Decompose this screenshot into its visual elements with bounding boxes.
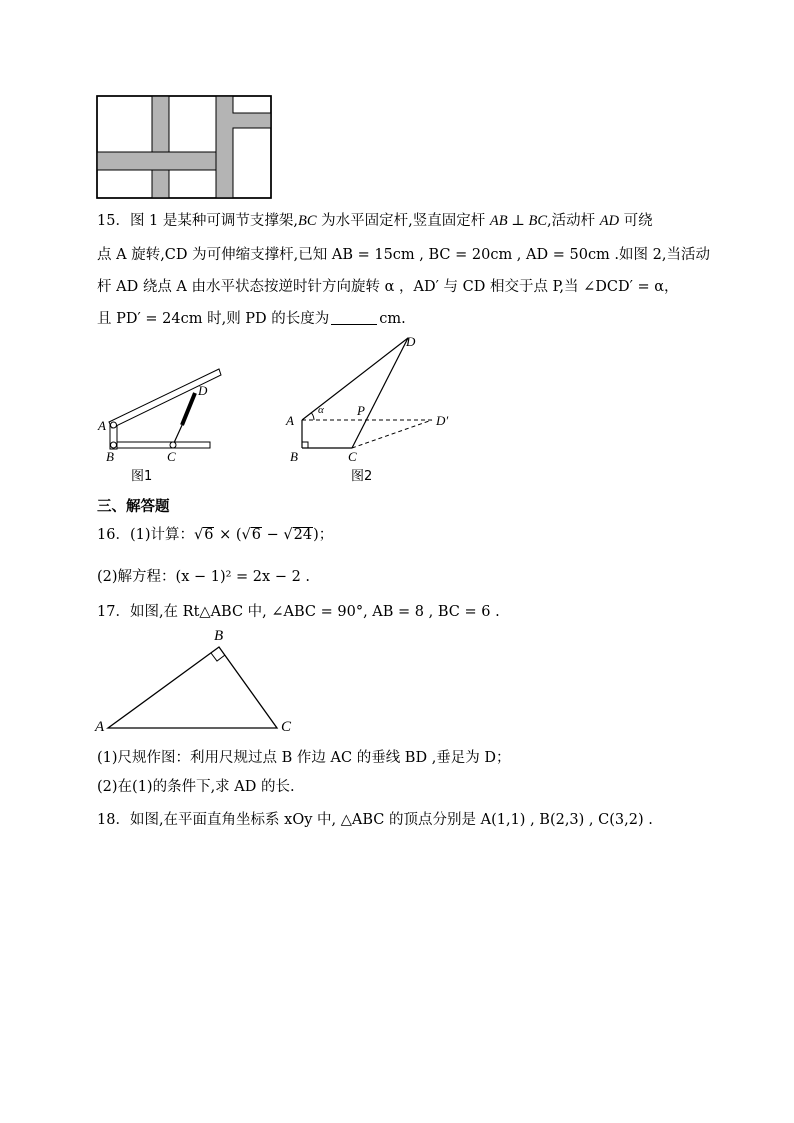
answer-blank	[331, 310, 377, 325]
fig2-label-b: B	[290, 449, 298, 464]
fig1-label-c: C	[167, 449, 176, 464]
figure-1-diagram	[95, 365, 230, 460]
fig1-label-d: D	[198, 383, 208, 398]
q15-line2: 点 A 旋转,CD 为可伸缩支撑杆,已知 AB = 15cm , BC = 20cm , AD = 50cm .如图 2,当活动	[97, 247, 710, 263]
q18-line: 18．如图,在平面直角坐标系 xOy 中, △ABC 的顶点分别是 A(1,1) , B(2,3) , C(3,2) .	[97, 812, 653, 828]
fig2-label-c: C	[348, 449, 357, 464]
road-grid-figure	[96, 95, 272, 199]
q15-line4: 且 PD′ = 24cm 时,则 PD 的长度为 cm.	[97, 311, 406, 327]
fig1-caption: 图1	[131, 469, 153, 484]
fig2-label-alpha: α	[318, 404, 324, 416]
q16-part1: 16．(1)计算：√6 × (√6 − √24)；	[97, 527, 334, 543]
q15-line3: 杆 AD 绕点 A 由水平状态按逆时针方向旋转 α ，AD′ 与 CD 相交于点 P,当 ∠DCD′ = α，	[97, 279, 679, 295]
fig2-caption: 图2	[351, 469, 373, 484]
q15-line1: 15．图 1 是某种可调节支撑架,BC 为水平固定杆,竖直固定杆 AB ⊥ BC,活动杆 AD 可绕	[97, 213, 653, 229]
support-cd-thick	[182, 393, 195, 425]
figure-2-diagram	[280, 330, 450, 460]
figure-border	[97, 96, 271, 198]
q17-line: 17．如图,在 Rt△ABC 中, ∠ABC = 90°, AB = 8 , BC = 6 .	[97, 604, 500, 620]
q17-label-c: C	[281, 719, 292, 735]
fig2-label-a: A	[286, 413, 294, 428]
triangle-abc-diagram	[105, 642, 285, 732]
q17-part1: (1)尺规作图：利用尺规过点 B 作边 AC 的垂线 BD ,垂足为 D；	[97, 750, 511, 766]
q16-part2: (2)解方程：(x − 1)² = 2x − 2 .	[97, 569, 311, 585]
fig2-label-p: P	[357, 403, 365, 418]
fig2-label-dprime: D′	[436, 413, 449, 428]
fig1-label-a: A	[98, 418, 106, 433]
vertical-road	[152, 96, 169, 198]
section-heading: 三、解答题	[97, 499, 170, 515]
q17-label-b: B	[214, 628, 224, 644]
bar-bc	[112, 442, 210, 448]
fig1-label-b: B	[106, 449, 114, 464]
q17-label-a: A	[95, 719, 105, 735]
q17-part2: (2)在(1)的条件下,求 AD 的长.	[97, 779, 295, 795]
fig2-label-d: D	[406, 334, 416, 349]
